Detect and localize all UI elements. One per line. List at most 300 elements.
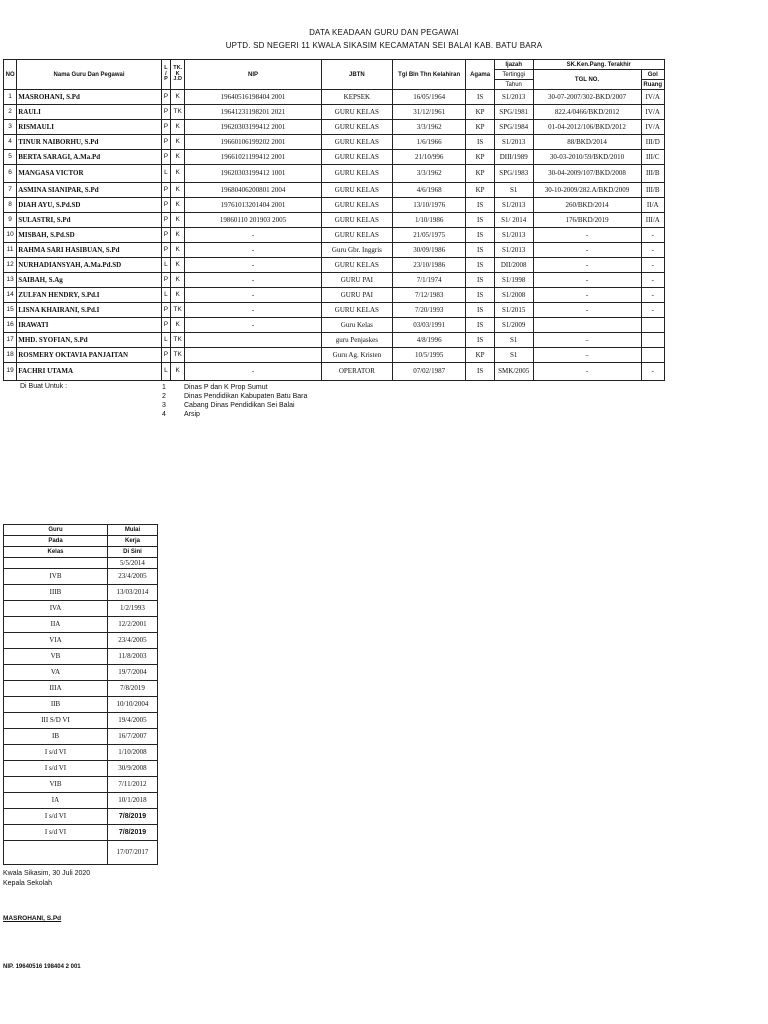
cell-ijazah: SPG/1983 (494, 165, 533, 183)
distribution-item-text: Dinas P dan K Prop Sumut (184, 384, 268, 391)
side-header-mulai: Mulai (108, 525, 158, 536)
cell-no: 14 (4, 288, 17, 303)
cell-agama: IS (466, 288, 495, 303)
side-table-row (4, 729, 158, 745)
staff-table (3, 59, 665, 381)
cell-name: LISNA KHAIRANI, S.Pd.I (17, 303, 162, 318)
cell-gol: III/A (641, 213, 665, 228)
cell-sk: – (533, 348, 641, 363)
cell-ijazah: S1/2013 (494, 90, 533, 105)
cell-gol (641, 348, 665, 363)
cell-tk: K (171, 273, 185, 288)
cell-lp: P (161, 90, 170, 105)
cell-lp: P (161, 228, 170, 243)
cell-lp: L (161, 363, 170, 381)
cell-jbtn: Guru Kelas (321, 318, 392, 333)
header-no: NO (4, 60, 17, 90)
cell-no: 12 (4, 258, 17, 273)
cell-mulai: 1/2/1993 (108, 601, 158, 617)
cell-mulai: 17/07/2017 (108, 841, 158, 865)
cell-jbtn: GURU KELAS (321, 105, 392, 120)
cell-name: MASROHANI, S.Pd (17, 90, 162, 105)
table-row (4, 135, 665, 150)
cell-birthdate: 4/8/1996 (393, 333, 466, 348)
cell-lp: P (161, 183, 170, 198)
table-row (4, 90, 665, 105)
side-table-row (4, 585, 158, 601)
cell-mulai: 30/9/2008 (108, 761, 158, 777)
cell-sk: 30-04-2009/107/BKD/2008 (533, 165, 641, 183)
header-tkkjd: TK. K J.D (171, 60, 185, 90)
cell-mulai: 16/7/2007 (108, 729, 158, 745)
cell-sk: 30-10-2009/282.A/BKD/2009 (533, 183, 641, 198)
cell-jbtn: Guru Ag. Kristen (321, 348, 392, 363)
signer-name: MASROHANI, S.Pd (3, 915, 62, 922)
cell-agama: IS (466, 273, 495, 288)
cell-gol: III/C (641, 150, 665, 165)
cell-nip: 19761013201404 2001 (185, 198, 321, 213)
cell-jbtn: GURU KELAS (321, 303, 392, 318)
side-header-date: 5/5/2014 (108, 558, 158, 569)
cell-agama: IS (466, 213, 495, 228)
cell-ijazah: S1/2013 (494, 135, 533, 150)
cell-nip: - (185, 363, 321, 381)
cell-name: SULASTRI, S.Pd (17, 213, 162, 228)
table-row (4, 183, 665, 198)
table-row (4, 363, 665, 381)
side-table-row (4, 617, 158, 633)
cell-jbtn: GURU PAI (321, 273, 392, 288)
cell-name: TINUR NAIBORHU, S.Pd (17, 135, 162, 150)
cell-jbtn: GURU KELAS (321, 135, 392, 150)
cell-ijazah: S1/2008 (494, 288, 533, 303)
header-agama: Agama (466, 60, 495, 90)
cell-tk: TK (171, 303, 185, 318)
cell-sk: – (533, 333, 641, 348)
cell-gol: III/B (641, 165, 665, 183)
table-row (4, 228, 665, 243)
cell-kelas (4, 841, 108, 865)
cell-tk: TK (171, 348, 185, 363)
cell-no: 11 (4, 243, 17, 258)
cell-gol: IV/A (641, 105, 665, 120)
cell-lp: P (161, 135, 170, 150)
cell-tk: K (171, 213, 185, 228)
cell-ijazah: DIII/1989 (494, 150, 533, 165)
cell-birthdate: 07/02/1987 (393, 363, 466, 381)
table-row (4, 258, 665, 273)
cell-nip: - (185, 228, 321, 243)
side-header-blank (4, 558, 108, 569)
cell-nip: - (185, 273, 321, 288)
side-table-row (4, 793, 158, 809)
cell-gol: - (641, 273, 665, 288)
cell-agama: IS (466, 333, 495, 348)
cell-sk (533, 318, 641, 333)
cell-mulai: 23/4/2005 (108, 569, 158, 585)
cell-sk: 260/BKD/2014 (533, 198, 641, 213)
side-header-kelas: Kelas (4, 547, 108, 558)
cell-kelas: IIIB (4, 585, 108, 601)
cell-kelas: IA (4, 793, 108, 809)
cell-gol: - (641, 258, 665, 273)
cell-birthdate: 3/3/1962 (393, 120, 466, 135)
cell-jbtn: GURU KELAS (321, 183, 392, 198)
cell-sk: 176/BKD/2019 (533, 213, 641, 228)
cell-gol: II/A (641, 198, 665, 213)
cell-tk: K (171, 258, 185, 273)
cell-lp: L (161, 288, 170, 303)
cell-mulai: 7/8/2019 (108, 681, 158, 697)
distribution-item-number: 3 (162, 402, 166, 409)
cell-no: 4 (4, 135, 17, 150)
cell-agama: IS (466, 135, 495, 150)
cell-ijazah: S1/2009 (494, 318, 533, 333)
cell-tk: TK (171, 105, 185, 120)
side-table-row (4, 761, 158, 777)
cell-jbtn: GURU PAI (321, 288, 392, 303)
cell-tk: K (171, 135, 185, 150)
cell-name: RAULI (17, 105, 162, 120)
cell-mulai: 19/4/2005 (108, 713, 158, 729)
cell-jbtn: GURU KELAS (321, 150, 392, 165)
cell-name: ROSMERY OKTAVIA PANJAITAN (17, 348, 162, 363)
cell-ijazah: S1/1998 (494, 273, 533, 288)
cell-gol: - (641, 288, 665, 303)
cell-agama: KP (466, 120, 495, 135)
side-table-row (4, 713, 158, 729)
cell-nip: - (185, 258, 321, 273)
cell-birthdate: 1/10/1986 (393, 213, 466, 228)
cell-jbtn: GURU KELAS (321, 198, 392, 213)
side-table-row (4, 569, 158, 585)
cell-jbtn: guru Penjaskes (321, 333, 392, 348)
cell-mulai: 10/10/2004 (108, 697, 158, 713)
cell-gol: IV/A (641, 90, 665, 105)
cell-nip: 19860110 201903 2005 (185, 213, 321, 228)
side-table-row (4, 633, 158, 649)
table-row (4, 243, 665, 258)
side-header-di-sini: Di Sini (108, 547, 158, 558)
cell-kelas: I s/d VI (4, 825, 108, 841)
cell-jbtn: Guru Gbr. Inggris (321, 243, 392, 258)
cell-ijazah: SMK/2005 (494, 363, 533, 381)
cell-agama: KP (466, 348, 495, 363)
distribution-item (162, 401, 307, 410)
side-table-row (4, 601, 158, 617)
cell-agama: KP (466, 165, 495, 183)
cell-kelas: I s/d VI (4, 745, 108, 761)
cell-mulai: 1/10/2008 (108, 745, 158, 761)
cell-name: IRAWATI (17, 318, 162, 333)
table-row (4, 318, 665, 333)
signer-nip: NIP. 19640516 198404 2 001 (3, 964, 81, 970)
side-table-row (4, 745, 158, 761)
distribution-item (162, 410, 307, 419)
cell-no: 19 (4, 363, 17, 381)
cell-no: 13 (4, 273, 17, 288)
side-header-guru: Guru (4, 525, 108, 536)
cell-ijazah: S1 (494, 348, 533, 363)
cell-mulai: 11/8/2003 (108, 649, 158, 665)
cell-birthdate: 21/05/1975 (393, 228, 466, 243)
cell-name: NURHADIANSYAH, A.Ma.Pd.SD (17, 258, 162, 273)
side-header-kerja: Kerja (108, 536, 158, 547)
cell-jbtn: GURU KELAS (321, 165, 392, 183)
cell-agama: IS (466, 90, 495, 105)
cell-no: 15 (4, 303, 17, 318)
cell-gol: - (641, 303, 665, 318)
cell-lp: P (161, 105, 170, 120)
cell-tk: K (171, 363, 185, 381)
cell-nip: - (185, 288, 321, 303)
cell-tk: TK (171, 333, 185, 348)
cell-gol (641, 318, 665, 333)
table-row (4, 150, 665, 165)
cell-birthdate: 16/05/1964 (393, 90, 466, 105)
cell-jbtn: KEPSEK (321, 90, 392, 105)
cell-jbtn: GURU KELAS (321, 228, 392, 243)
cell-no: 17 (4, 333, 17, 348)
side-table-row (4, 841, 158, 865)
distribution-item-number: 1 (162, 384, 166, 391)
distribution-item-number: 4 (162, 411, 166, 418)
cell-tk: K (171, 120, 185, 135)
header-sk: SK.Ken.Pang. Terakhir (533, 60, 664, 70)
cell-lp: P (161, 213, 170, 228)
cell-no: 6 (4, 165, 17, 183)
cell-ijazah: S1/2013 (494, 198, 533, 213)
cell-ijazah: SPG/1981 (494, 105, 533, 120)
class-assignment-table (3, 524, 158, 865)
cell-no: 9 (4, 213, 17, 228)
cell-mulai: 10/1/2018 (108, 793, 158, 809)
cell-name: ASMINA SIANIPAR, S.Pd (17, 183, 162, 198)
cell-sk: - (533, 363, 641, 381)
cell-kelas: I s/d VI (4, 761, 108, 777)
table-row (4, 120, 665, 135)
cell-nip: 19680406200801 2004 (185, 183, 321, 198)
distribution-item-text: Dinas Pendidikan Kabupaten Batu Bara (184, 393, 308, 400)
cell-birthdate: 03/03/1991 (393, 318, 466, 333)
cell-name: MHD. SYOFIAN, S.Pd (17, 333, 162, 348)
cell-birthdate: 7/20/1993 (393, 303, 466, 318)
cell-tk: K (171, 243, 185, 258)
table-row (4, 273, 665, 288)
cell-agama: IS (466, 258, 495, 273)
cell-agama: KP (466, 105, 495, 120)
table-row (4, 165, 665, 183)
cell-agama: IS (466, 303, 495, 318)
cell-birthdate: 31/12/1961 (393, 105, 466, 120)
side-table-row (4, 777, 158, 793)
cell-tk: K (171, 288, 185, 303)
cell-agama: IS (466, 228, 495, 243)
header-ijazah-tertinggi: Tertinggi (494, 70, 533, 80)
cell-agama: IS (466, 363, 495, 381)
header-gol: Gol (641, 70, 665, 80)
cell-birthdate: 3/3/1962 (393, 165, 466, 183)
cell-kelas: VIB (4, 777, 108, 793)
cell-name: SAIBAH, S.Ag (17, 273, 162, 288)
cell-mulai: 7/8/2019 (108, 825, 158, 841)
cell-tk: K (171, 90, 185, 105)
cell-kelas: IB (4, 729, 108, 745)
cell-lp: P (161, 243, 170, 258)
cell-no: 2 (4, 105, 17, 120)
cell-lp: P (161, 198, 170, 213)
cell-birthdate: 1/6/1966 (393, 135, 466, 150)
table-row (4, 303, 665, 318)
cell-lp: L (161, 258, 170, 273)
cell-lp: P (161, 348, 170, 363)
side-table-row (4, 809, 158, 825)
cell-nip: 19620303199412 2001 (185, 120, 321, 135)
cell-kelas: III S/D VI (4, 713, 108, 729)
cell-name: MISBAH, S.Pd.SD (17, 228, 162, 243)
side-table-row (4, 649, 158, 665)
cell-mulai: 19/7/2004 (108, 665, 158, 681)
cell-gol: IV/A (641, 120, 665, 135)
cell-gol: III/B (641, 183, 665, 198)
cell-ijazah: S1/ 2014 (494, 213, 533, 228)
cell-name: RAHMA SARI HASIBUAN, S.Pd (17, 243, 162, 258)
cell-sk: 30-07-2007/302-BKD/2007 (533, 90, 641, 105)
cell-name: MANGASA VICTOR (17, 165, 162, 183)
distribution-label: Di Buat Untuk : (20, 383, 68, 390)
distribution-item (162, 383, 307, 392)
cell-agama: KP (466, 183, 495, 198)
cell-tk: K (171, 228, 185, 243)
cell-nip: 19640516198404 2001 (185, 90, 321, 105)
cell-nip: - (185, 243, 321, 258)
cell-sk: - (533, 303, 641, 318)
cell-ijazah: S1 (494, 333, 533, 348)
cell-birthdate: 30/09/1986 (393, 243, 466, 258)
cell-mulai: 13/03/2014 (108, 585, 158, 601)
cell-sk: 88/BKD/2014 (533, 135, 641, 150)
cell-lp: L (161, 333, 170, 348)
cell-jbtn: GURU KELAS (321, 213, 392, 228)
cell-kelas: IVB (4, 569, 108, 585)
cell-birthdate: 7/1/1974 (393, 273, 466, 288)
side-header-pada: Pada (4, 536, 108, 547)
cell-name: BERTA SARAGI, A.Ma.Pd (17, 150, 162, 165)
cell-name: RISMAULI (17, 120, 162, 135)
cell-kelas: IIIA (4, 681, 108, 697)
cell-kelas: VIA (4, 633, 108, 649)
cell-name: ZULFAN HENDRY, S.Pd.I (17, 288, 162, 303)
cell-ijazah: S1/2013 (494, 228, 533, 243)
cell-sk: - (533, 273, 641, 288)
cell-birthdate: 13/10/1976 (393, 198, 466, 213)
cell-gol: III/D (641, 135, 665, 150)
cell-sk: - (533, 228, 641, 243)
cell-mulai: 7/11/2012 (108, 777, 158, 793)
cell-tk: K (171, 165, 185, 183)
header-gol-ruang: Ruang (641, 80, 665, 90)
cell-no: 18 (4, 348, 17, 363)
header-ijazah: Ijazah (494, 60, 533, 70)
cell-mulai: 12/2/2001 (108, 617, 158, 633)
cell-no: 1 (4, 90, 17, 105)
cell-tk: K (171, 150, 185, 165)
cell-lp: P (161, 120, 170, 135)
cell-sk: 30-03-2010/59/BKD/2010 (533, 150, 641, 165)
distribution-item-text: Cabang Dinas Pendidikan Sei Balai (184, 402, 295, 409)
cell-birthdate: 10/5/1995 (393, 348, 466, 363)
cell-gol: - (641, 243, 665, 258)
cell-jbtn: OPERATOR (321, 363, 392, 381)
cell-sk: - (533, 258, 641, 273)
cell-lp: P (161, 273, 170, 288)
cell-birthdate: 7/12/1983 (393, 288, 466, 303)
cell-ijazah: SPG/1984 (494, 120, 533, 135)
cell-kelas: IIB (4, 697, 108, 713)
cell-kelas: IIA (4, 617, 108, 633)
signer-role: Kepala Sekolah (3, 880, 53, 887)
table-row (4, 105, 665, 120)
cell-name: DIAH AYU, S.Pd.SD (17, 198, 162, 213)
table-row (4, 348, 665, 363)
cell-agama: IS (466, 243, 495, 258)
cell-kelas: I s/d VI (4, 809, 108, 825)
cell-nip: - (185, 318, 321, 333)
side-table-row (4, 681, 158, 697)
cell-nip: 19620303199412 1001 (185, 165, 321, 183)
cell-ijazah: DII/2008 (494, 258, 533, 273)
table-row (4, 198, 665, 213)
cell-mulai: 23/4/2005 (108, 633, 158, 649)
cell-kelas: VA (4, 665, 108, 681)
place-date: Kwala Sikasim, 30 Juli 2020 (3, 870, 91, 877)
header-ijazah-tahun: Tahun (494, 80, 533, 90)
cell-no: 16 (4, 318, 17, 333)
cell-agama: IS (466, 198, 495, 213)
cell-gol (641, 333, 665, 348)
document-subtitle: UPTD. SD NEGERI 11 KWALA SIKASIM KECAMATAN SEI BALAI KAB. BATU BARA (225, 41, 543, 50)
cell-nip (185, 333, 321, 348)
cell-birthdate: 4/6/1968 (393, 183, 466, 198)
header-name: Nama Guru Dan Pegawai (17, 60, 162, 90)
cell-ijazah: S1 (494, 183, 533, 198)
cell-gol: - (641, 228, 665, 243)
cell-sk: - (533, 288, 641, 303)
cell-jbtn: GURU KELAS (321, 120, 392, 135)
cell-lp: P (161, 150, 170, 165)
header-nip: NIP (185, 60, 321, 90)
side-table-row (4, 665, 158, 681)
cell-sk: 01-04-2012/106/BKD/2012 (533, 120, 641, 135)
header-birthdate: Tgl Bln Thn Kelahiran (393, 60, 466, 90)
cell-kelas: IVA (4, 601, 108, 617)
cell-no: 5 (4, 150, 17, 165)
cell-gol: - (641, 363, 665, 381)
cell-lp: P (161, 318, 170, 333)
cell-ijazah: S1/2013 (494, 243, 533, 258)
header-jbtn: JBTN (321, 60, 392, 90)
cell-birthdate: 23/10/1986 (393, 258, 466, 273)
cell-agama: KP (466, 150, 495, 165)
cell-nip (185, 348, 321, 363)
header-sk-tgl-no: TGL NO. (533, 70, 641, 90)
cell-nip: - (185, 303, 321, 318)
distribution-item (162, 392, 307, 401)
side-table-row (4, 825, 158, 841)
cell-tk: K (171, 198, 185, 213)
cell-sk: - (533, 243, 641, 258)
cell-birthdate: 21/10/996 (393, 150, 466, 165)
